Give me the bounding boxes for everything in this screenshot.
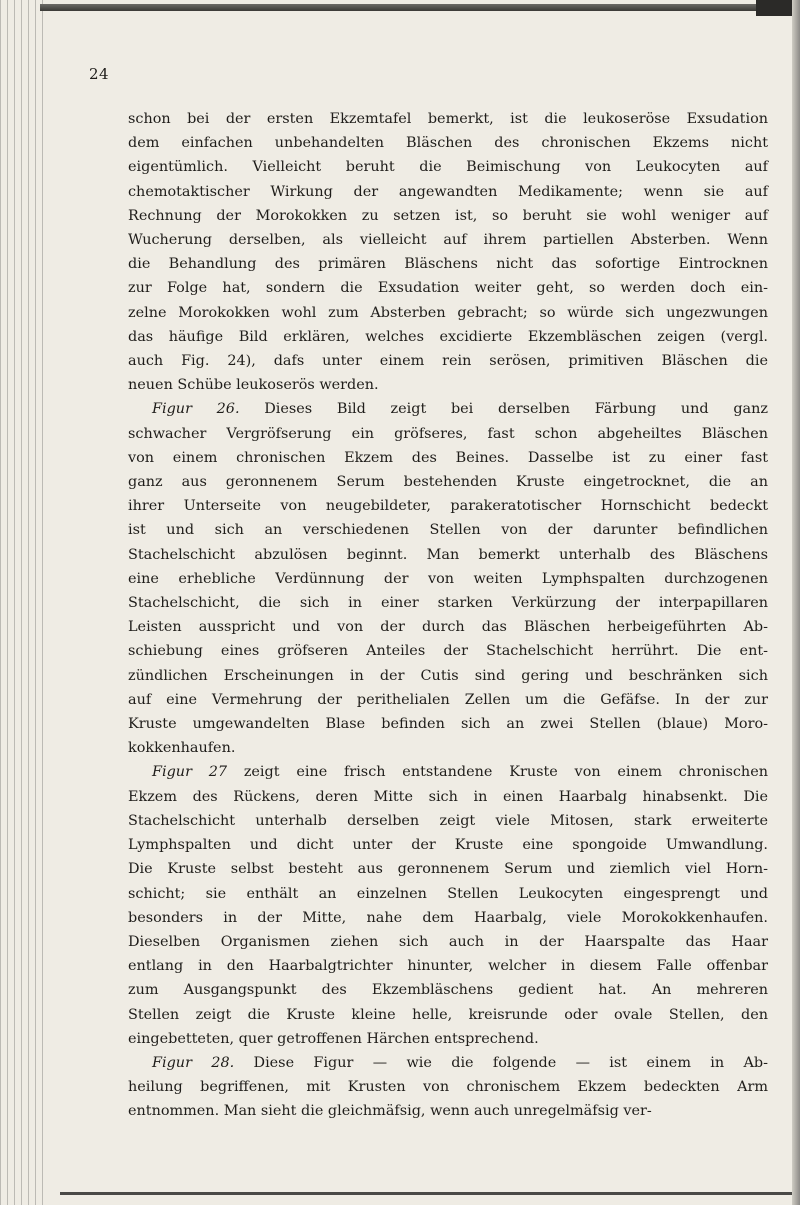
text-line (128, 1027, 768, 1051)
line-text: eine erhebliche Verdünnung der von weiten Lymphspalten durchzogenen (128, 570, 768, 587)
text-line (128, 1075, 768, 1099)
text-line (128, 664, 768, 688)
text-line (128, 204, 768, 228)
text-line (128, 736, 768, 760)
text-line (128, 325, 768, 349)
text-line (128, 615, 768, 639)
book-binding-edge (0, 0, 46, 1205)
paragraph-p1 (128, 107, 768, 397)
page-number: 24 (89, 65, 110, 83)
line-text: ist und sich an verschiedenen Stellen von der darunter befindlichen (128, 522, 768, 539)
line-text: Wucherung derselben, als vielleicht auf ihrem partiellen Absterben. Wenn (128, 232, 768, 249)
text-line (128, 228, 768, 252)
paragraph-p4 (128, 1051, 768, 1124)
text-line (128, 180, 768, 204)
line-text: kokkenhaufen. (128, 740, 236, 757)
line-text: Stachelschicht abzulösen beginnt. Man bemerkt unterhalb des Bläschens (128, 546, 768, 563)
line-text: heilung begriffenen, mit Krusten von chronischem Ekzem bedeckten Arm (128, 1079, 768, 1096)
text-line (128, 373, 768, 397)
line-text: dem einfachen unbehandelten Bläschen des chronischen Ekzems nicht (128, 135, 768, 152)
text-line (128, 809, 768, 833)
paragraph-p3 (128, 760, 768, 1050)
line-text: zum Ausgangspunkt des Ekzembläschens gedient hat. An mehreren (128, 982, 768, 999)
line-text: Kruste umgewandelten Blase befinden sich an zwei Stellen (blaue) Moro- (128, 716, 768, 733)
text-line (128, 422, 768, 446)
line-text: besonders in der Mitte, nahe dem Haarbalg, viele Morokokkenhaufen. (128, 909, 768, 926)
line-text: zelne Morokokken wohl zum Absterben gebracht; so würde sich ungezwungen (128, 304, 768, 321)
text-line (128, 882, 768, 906)
text-line (128, 301, 768, 325)
text-line (128, 930, 768, 954)
body-text (128, 107, 768, 1124)
figure-label: Figur 27 (152, 764, 228, 781)
text-line (128, 639, 768, 663)
line-text: chemotaktischer Wirkung der angewandten Medikamente; wenn sie auf (128, 183, 768, 200)
line-text: das häufige Bild erklären, welches excidierte Ekzembläschen zeigen (vergl. (128, 328, 768, 345)
text-line (128, 131, 768, 155)
text-line (128, 543, 768, 567)
text-line (128, 1099, 768, 1123)
text-line (128, 978, 768, 1002)
line-text: entnommen. Man sieht die gleichmäfsig, wenn auch unregelmäfsig ver- (128, 1103, 652, 1120)
line-text: neuen Schübe leukoserös werden. (128, 377, 379, 394)
line-text: entlang in den Haarbalgtrichter hinunter, welcher in diesem Falle offenbar (128, 958, 768, 975)
text-line (128, 349, 768, 373)
figure-label: Figur 26. (152, 401, 240, 418)
line-text: Ekzem des Rückens, deren Mitte sich in einen Haarbalg hinabsenkt. Die (128, 788, 768, 805)
line-text: Stachelschicht, die sich in einer starken Verkürzung der interpapillaren (128, 595, 768, 612)
text-line (128, 954, 768, 978)
text-line (128, 252, 768, 276)
text-line (128, 397, 768, 421)
top-scan-border (40, 4, 796, 11)
text-line (128, 107, 768, 131)
line-text: eingebetteten, quer getroffenen Härchen entsprechend. (128, 1030, 539, 1047)
text-line (128, 760, 768, 784)
line-text: Stellen zeigt die Kruste kleine helle, kreisrunde oder ovale Stellen, den (128, 1006, 768, 1023)
text-line (128, 906, 768, 930)
text-line (128, 567, 768, 591)
line-text: Leisten ausspricht und von der durch das Bläschen herbeigeführten Ab- (128, 619, 768, 636)
line-text: zur Folge hat, sondern die Exsudation weiter geht, so werden doch ein- (128, 280, 768, 297)
text-line (128, 833, 768, 857)
line-text: schwacher Vergröfserung ein gröfseres, fast schon abgeheiltes Bläschen (128, 425, 768, 442)
line-text: schon bei der ersten Ekzemtafel bemerkt, ist die leukoseröse Exsudation (128, 111, 768, 127)
text-line (128, 470, 768, 494)
line-text: Die Kruste selbst besteht aus geronnenem Serum und ziemlich viel Horn- (128, 861, 768, 878)
text-line (128, 591, 768, 615)
text-line (128, 712, 768, 736)
line-text: eigentümlich. Vielleicht beruht die Beimischung von Leukocyten auf (128, 159, 768, 176)
line-text: Dieses Bild zeigt bei derselben Färbung und ganz (239, 401, 768, 418)
line-text: Lymphspalten und dicht unter der Kruste eine spongoide Umwandlung. (128, 837, 768, 854)
line-text: die Behandlung des primären Bläschens nicht das sofortige Eintrocknen (128, 256, 768, 273)
top-corner-shadow (756, 0, 796, 16)
line-text: zeigt eine frisch entstandene Kruste von einem chronischen (227, 764, 768, 781)
text-line (128, 276, 768, 300)
text-line (128, 494, 768, 518)
line-text: von einem chronischen Ekzem des Beines. Dasselbe ist zu einer fast (128, 449, 768, 466)
line-text: Dieselben Organismen ziehen sich auch in der Haarspalte das Haar (128, 933, 768, 950)
line-text: Stachelschicht unterhalb derselben zeigt viele Mitosen, stark erweiterte (128, 812, 768, 829)
text-line (128, 155, 768, 179)
line-text: Rechnung der Morokokken zu setzen ist, so beruht sie wohl weniger auf (128, 207, 768, 224)
text-line (128, 857, 768, 881)
paragraph-p2 (128, 397, 768, 760)
text-line (128, 785, 768, 809)
text-line (128, 518, 768, 542)
text-line (128, 1003, 768, 1027)
line-text: schicht; sie enthält an einzelnen Stellen Leukocyten eingesprengt und (128, 885, 768, 902)
text-line (128, 446, 768, 470)
right-page-edge (792, 0, 800, 1205)
text-line (128, 1051, 768, 1075)
line-text: ganz aus geronnenem Serum bestehenden Kruste eingetrocknet, die an (128, 474, 768, 491)
line-text: schiebung eines gröfseren Anteiles der Stachelschicht herrührt. Die ent- (128, 643, 768, 660)
bottom-scan-border (60, 1192, 792, 1195)
line-text: auf eine Vermehrung der perithelialen Zellen um die Gefäfse. In der zur (128, 691, 768, 708)
line-text: Diese Figur — wie die folgende — ist einem in Ab- (234, 1054, 768, 1071)
line-text: auch Fig. 24), dafs unter einem rein serösen, primitiven Bläschen die (128, 353, 768, 370)
figure-label: Figur 28. (152, 1054, 235, 1071)
line-text: zündlichen Erscheinungen in der Cutis sind gering und beschränken sich (128, 667, 768, 684)
line-text: ihrer Unterseite von neugebildeter, parakeratotischer Hornschicht bedeckt (128, 498, 768, 515)
text-line (128, 688, 768, 712)
